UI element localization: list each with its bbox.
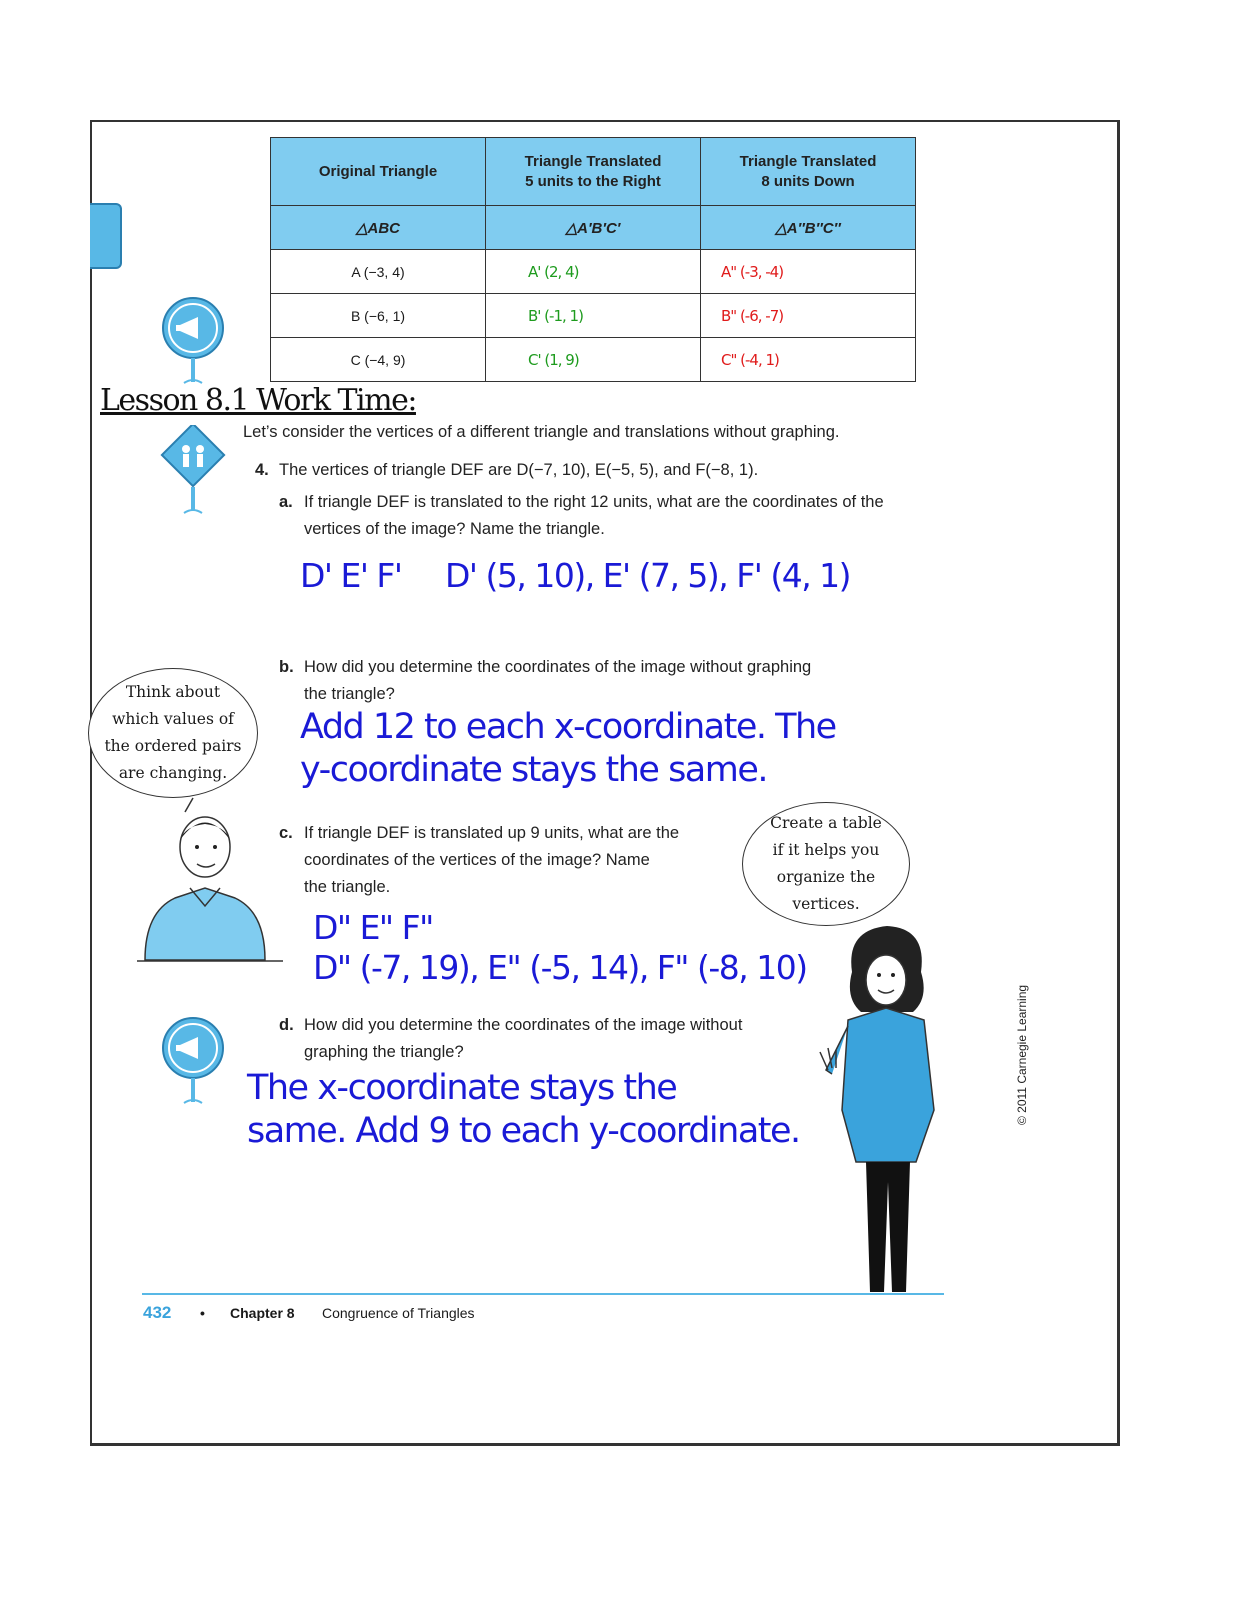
qd-label: d. xyxy=(279,1016,294,1034)
copyright-notice: © 2011 Carnegie Learning xyxy=(1015,984,1029,1125)
cell-orig-b: B (−6, 1) xyxy=(271,294,486,338)
cell-right-c: C' (1, 9) xyxy=(486,338,701,382)
qb-line2: the triangle? xyxy=(304,685,395,703)
qc-answer-name: D" E" F" xyxy=(313,908,433,947)
qc-answer-coords: D" (-7, 19), E" (-5, 14), F" (-8, 10) xyxy=(313,948,807,987)
name-abc: △ABC xyxy=(271,206,486,250)
bubble-left-line: Think about xyxy=(125,683,221,701)
header-original: Original Triangle xyxy=(271,138,486,206)
q4-number: 4. xyxy=(255,461,269,479)
footer-bullet: • xyxy=(200,1305,205,1321)
cell-down-b: B" (-6, -7) xyxy=(701,294,916,338)
cell-right-a: A' (2, 4) xyxy=(486,250,701,294)
qd-answer-line1: The x-coordinate stays the xyxy=(247,1068,677,1108)
megaphone-sign-icon xyxy=(160,295,226,387)
header-right5: Triangle Translated 5 units to the Right xyxy=(486,138,701,206)
people-sign-icon xyxy=(160,425,226,517)
intro-text: Let’s consider the vertices of a different triangle and translations without graphing. xyxy=(243,423,840,441)
qa-line2: vertices of the image? Name the triangle. xyxy=(304,520,605,538)
megaphone-sign-icon xyxy=(160,1015,226,1107)
bubble-right-line: vertices. xyxy=(792,895,860,913)
speech-bubble-right xyxy=(742,802,910,926)
bubble-right-line: if it helps you xyxy=(772,841,880,859)
bubble-left-line: the ordered pairs xyxy=(104,737,242,755)
translation-table xyxy=(270,137,916,382)
page-number: 432 xyxy=(143,1303,172,1322)
bubble-right-line: organize the xyxy=(776,868,876,886)
qd-line1: How did you determine the coordinates of the image without xyxy=(304,1016,743,1034)
lesson-heading: Lesson 8.1 Work Time: xyxy=(100,383,416,418)
qa-answer-coords: D' (5, 10), E' (7, 5), F' (4, 1) xyxy=(445,556,851,595)
qc-line1: If triangle DEF is translated up 9 units, what are the xyxy=(304,824,680,842)
cell-down-c: C" (-4, 1) xyxy=(701,338,916,382)
name-a2b2c2: △A″B″C″ xyxy=(701,206,916,250)
qc-line3: the triangle. xyxy=(304,878,391,896)
boy-illustration xyxy=(135,792,285,967)
cell-right-b: B' (-1, 1) xyxy=(486,294,701,338)
bubble-left-line: are changing. xyxy=(118,764,228,782)
qb-line1: How did you determine the coordinates of the image without graphing xyxy=(304,658,812,676)
bubble-right-line: Create a table xyxy=(770,814,882,832)
qa-answer-name: D' E' F' xyxy=(300,556,402,595)
cell-down-a: A" (-3, -4) xyxy=(701,250,916,294)
qd-answer-line2: same. Add 9 to each y-coordinate. xyxy=(247,1111,800,1151)
cell-orig-c: C (−4, 9) xyxy=(271,338,486,382)
cell-orig-a: A (−3, 4) xyxy=(271,250,486,294)
qc-line2: coordinates of the vertices of the image? Name xyxy=(304,851,650,869)
qa-line1: If triangle DEF is translated to the right 12 units, what are the coordinates of the xyxy=(304,493,884,511)
bubble-left-line: which values of xyxy=(112,710,234,728)
qb-answer-line2: y-coordinate stays the same. xyxy=(300,750,768,790)
qb-label: b. xyxy=(279,658,294,676)
footer-chapter: Chapter 8 xyxy=(230,1305,295,1321)
chapter-tab xyxy=(90,203,122,269)
qd-line2: graphing the triangle? xyxy=(304,1043,464,1061)
qc-label: c. xyxy=(279,824,293,842)
footer-rule xyxy=(142,1293,944,1295)
name-a1b1c1: △A′B′C′ xyxy=(486,206,701,250)
header-down8: Triangle Translated 8 units Down xyxy=(701,138,916,206)
q4-text: The vertices of triangle DEF are D(−7, 10), E(−5, 5), and F(−8, 1). xyxy=(279,461,759,479)
girl-illustration xyxy=(810,922,960,1297)
speech-bubble-left xyxy=(88,668,258,798)
qb-answer-line1: Add 12 to each x-coordinate. The xyxy=(300,707,836,747)
footer-title: Congruence of Triangles xyxy=(322,1305,475,1321)
qa-label: a. xyxy=(279,493,293,511)
